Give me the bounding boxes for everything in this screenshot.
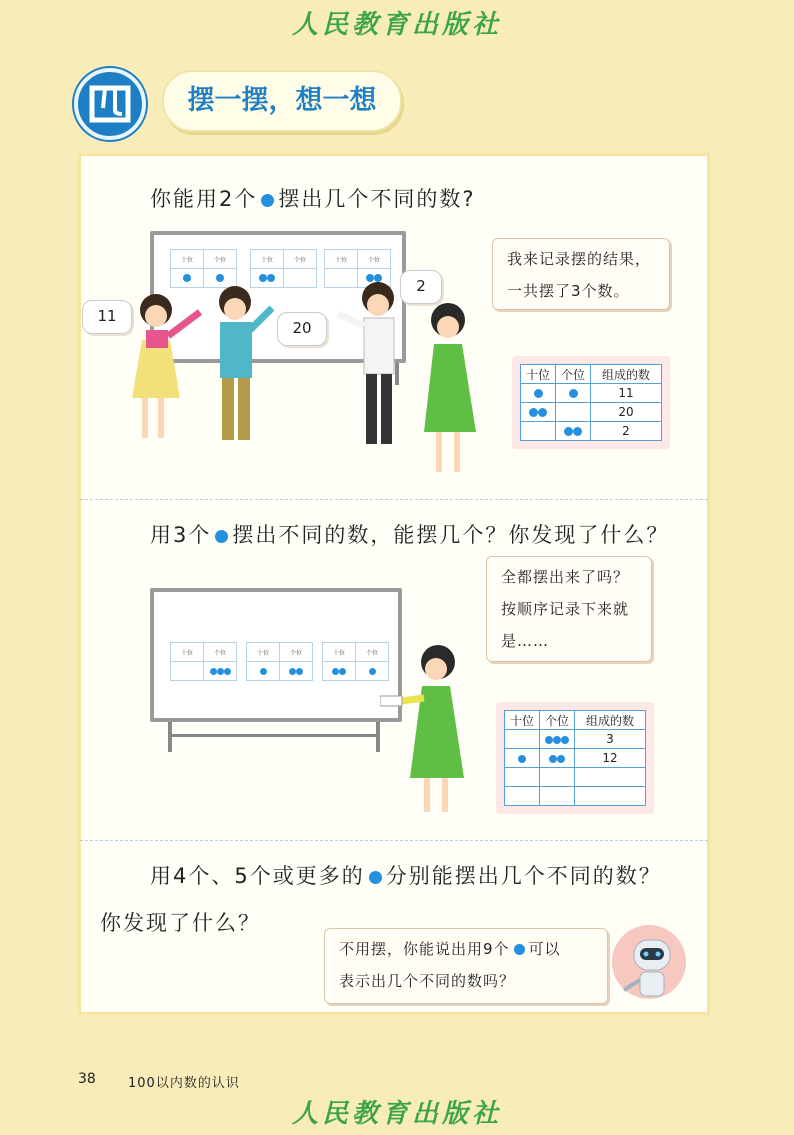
publisher-logo-bottom: 人民教育出版社	[292, 1099, 503, 1129]
bead-icon	[549, 755, 557, 763]
table-cell-value: 2	[591, 422, 662, 441]
bead-icon	[569, 389, 578, 398]
table-row	[505, 749, 646, 768]
board-label-ones: 个位	[280, 643, 313, 662]
question-1-suffix: 摆出几个不同的数?	[278, 187, 476, 211]
speech-line: 按顺序记录下来就	[501, 600, 630, 618]
board-label-tens: 十位	[247, 643, 280, 662]
bead-icon	[332, 668, 339, 675]
bead-icon	[573, 427, 582, 436]
speech-line: 不用摆，你能说出用9个	[339, 940, 510, 958]
bead-icon	[296, 668, 303, 675]
robot-icon	[614, 930, 690, 1006]
table-row	[521, 384, 662, 403]
publisher-logo-top: 人民教育出版社	[292, 10, 503, 40]
bead-icon	[553, 736, 561, 744]
table-row	[521, 422, 662, 441]
board2-card-1	[170, 642, 237, 681]
bead-icon	[339, 668, 346, 675]
board-label-ones: 个位	[204, 250, 237, 269]
speech-bubble-order	[486, 556, 652, 662]
table-cell-value: 20	[591, 403, 662, 422]
table-header-number: 组成的数	[575, 711, 646, 730]
speech-line: 全都摆出来了吗？	[501, 568, 630, 586]
speech-line: 表示出几个不同的数吗？	[339, 972, 516, 990]
bead-icon	[529, 408, 538, 417]
question-3	[150, 860, 662, 890]
section-divider	[80, 499, 708, 500]
bead-icon	[561, 736, 569, 744]
question-3-prefix: 用4个、5个或更多的	[150, 864, 365, 888]
table-cell-value	[575, 768, 646, 787]
board-label-tens: 十位	[171, 250, 204, 269]
board-label-ones: 个位	[356, 643, 389, 662]
bead-icon	[289, 668, 296, 675]
bead-icon	[215, 530, 228, 543]
board-label-ones: 个位	[204, 643, 237, 662]
section-number-badge	[74, 68, 146, 140]
section-title: 摆一摆，想一想	[187, 85, 377, 116]
table-header-tens: 十位	[521, 365, 556, 384]
girl-with-notebook-illustration	[380, 638, 470, 818]
board-leg	[168, 722, 172, 752]
question-3-suffix: 分别能摆出几个不同的数？	[385, 864, 662, 888]
bead-icon	[261, 194, 274, 207]
bead-icon	[518, 755, 526, 763]
speech-line: 是……	[501, 632, 550, 650]
board-label-tens: 十位	[323, 643, 356, 662]
table-cell-value: 11	[591, 384, 662, 403]
board-label-tens: 十位	[325, 250, 358, 269]
board2-card-2	[246, 642, 313, 681]
bead-icon	[224, 668, 231, 675]
table-header-number: 组成的数	[591, 365, 662, 384]
table-cell-value	[575, 787, 646, 806]
section-divider	[80, 840, 708, 841]
board-base	[168, 734, 380, 737]
board2-card-3	[322, 642, 389, 681]
table-row	[505, 787, 646, 806]
question-2-suffix: 摆出不同的数，能摆几个？你发现了什么？	[232, 523, 670, 547]
record-table-2	[496, 702, 654, 814]
table-header-tens: 十位	[505, 711, 540, 730]
speech-bubble-2: 2	[400, 270, 442, 304]
bead-icon	[564, 427, 573, 436]
table-cell-value: 3	[575, 730, 646, 749]
table-cell-value: 12	[575, 749, 646, 768]
record-table-1	[512, 356, 670, 449]
bead-icon	[538, 408, 547, 417]
question-1-prefix: 你能用2个	[150, 187, 258, 211]
question-2	[150, 519, 669, 549]
bead-icon	[369, 871, 382, 884]
table-row	[505, 768, 646, 787]
chapter-title: 100以内数的认识	[128, 1076, 240, 1091]
children-illustration	[120, 280, 490, 480]
board-label-tens: 十位	[171, 643, 204, 662]
table-header-ones: 个位	[556, 365, 591, 384]
board-label-ones: 个位	[284, 250, 317, 269]
speech-line: 一共摆了3个数。	[507, 282, 630, 300]
speech-bubble-robot	[324, 928, 608, 1004]
board-label-tens: 十位	[251, 250, 284, 269]
table-row	[505, 730, 646, 749]
speech-bubble-20: 20	[277, 312, 327, 346]
section-title-pill	[162, 70, 402, 132]
bead-icon	[210, 668, 217, 675]
bead-icon	[260, 668, 267, 675]
speech-line: 可以	[528, 940, 561, 958]
question-2-prefix: 用3个	[150, 523, 212, 547]
page-number: 38	[78, 1071, 96, 1087]
board-label-ones: 个位	[358, 250, 391, 269]
speech-bubble-11: 11	[82, 300, 132, 334]
bead-icon	[557, 755, 565, 763]
question-3-line-2: 你发现了什么？	[100, 911, 261, 935]
bead-icon	[534, 389, 543, 398]
section-four-icon	[78, 72, 142, 136]
table-header-ones: 个位	[540, 711, 575, 730]
speech-bubble-recorder	[492, 238, 670, 310]
bead-icon	[514, 944, 525, 955]
bead-icon	[369, 668, 376, 675]
speech-line: 我来记录摆的结果，	[507, 250, 652, 268]
question-1	[150, 183, 476, 213]
table-row	[521, 403, 662, 422]
bead-icon	[217, 668, 224, 675]
bead-icon	[545, 736, 553, 744]
whiteboard-2	[150, 588, 402, 722]
